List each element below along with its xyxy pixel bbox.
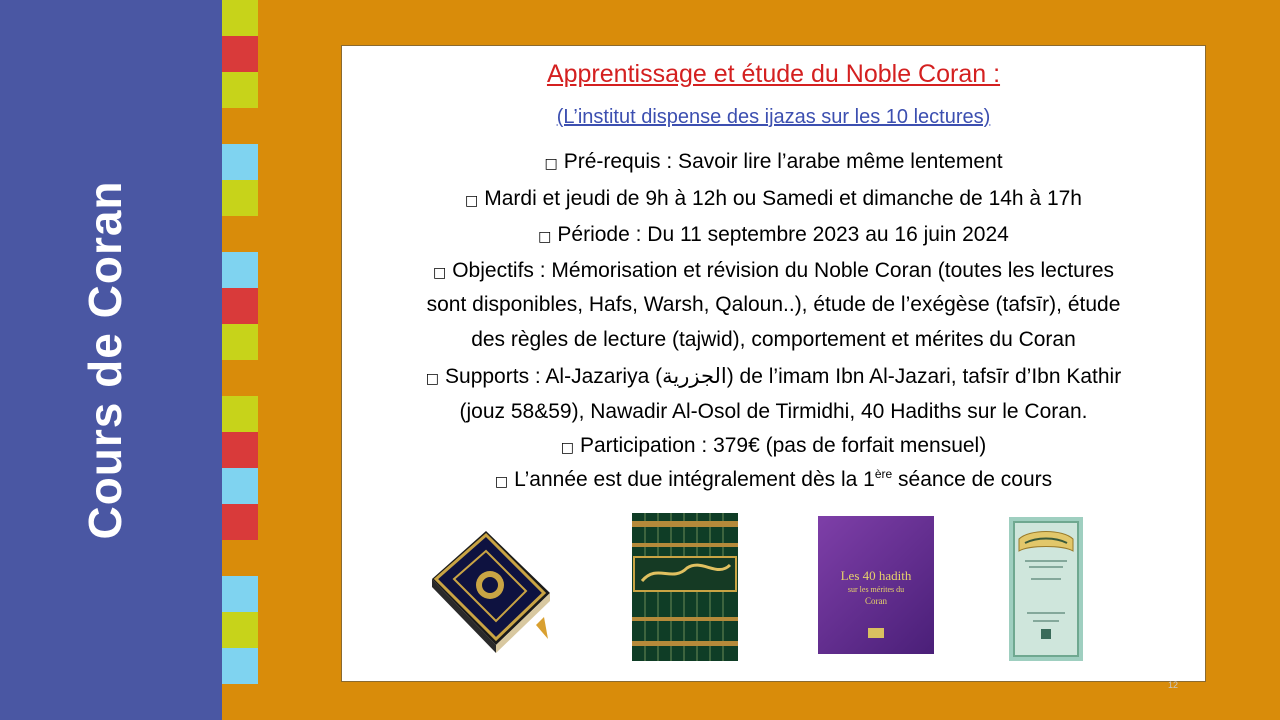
stripe-square bbox=[222, 324, 258, 360]
info-line-annee bbox=[342, 467, 1205, 492]
stripe-square bbox=[222, 72, 258, 108]
checkbox-icon: □ bbox=[538, 229, 552, 245]
stripe-square bbox=[222, 0, 258, 36]
info-line-horaires bbox=[342, 187, 1205, 211]
sidebar-title: Cours de Coran bbox=[79, 180, 131, 540]
info-text: Participation : 379€ (pas de forfait mensuel) bbox=[580, 434, 987, 457]
info-line-supports-cont: (jouz 58&59), Nawadir Al-Osol de Tirmidhi, 40 Hadiths sur le Coran. bbox=[459, 400, 1088, 423]
tafsir-volumes-image bbox=[632, 513, 738, 661]
publisher-logo-icon bbox=[868, 628, 884, 638]
info-text: Pré-requis : Savoir lire l’arabe même lentement bbox=[563, 150, 1003, 173]
info-text: séance de cours bbox=[892, 468, 1053, 491]
checkbox-icon: □ bbox=[544, 156, 558, 172]
stripe-square bbox=[222, 576, 258, 612]
checkbox-icon: □ bbox=[465, 193, 479, 209]
stripe-square bbox=[222, 288, 258, 324]
color-stripe bbox=[222, 0, 258, 720]
card-subtitle: (L’institut dispense des ijazas sur les 10 lectures) bbox=[556, 106, 991, 128]
quran-book-image bbox=[424, 521, 554, 656]
info-line-objectifs-cont: sont disponibles, Hafs, Warsh, Qaloun..), étude de l’exégèse (tafsīr), étude bbox=[426, 293, 1121, 316]
checkbox-icon: □ bbox=[425, 371, 440, 387]
stripe-square bbox=[222, 468, 258, 504]
info-line-prerequis bbox=[342, 150, 1205, 174]
info-line-objectifs bbox=[342, 259, 1205, 283]
info-line-supports bbox=[342, 364, 1205, 389]
info-text: L’année est due intégralement dès la 1 bbox=[514, 468, 875, 491]
checkbox-icon: □ bbox=[560, 440, 574, 456]
checkbox-icon: □ bbox=[494, 474, 509, 490]
info-line-objectifs-cont: des règles de lecture (tajwid), comportement et mérites du Coran bbox=[471, 328, 1076, 351]
content-card bbox=[341, 45, 1206, 682]
checkbox-icon: □ bbox=[432, 265, 447, 281]
book-cover-subtitle: sur les mérites du bbox=[847, 585, 905, 594]
stripe-square bbox=[222, 396, 258, 432]
stripe-square bbox=[222, 144, 258, 180]
book-cover-title: Les 40 hadith bbox=[840, 568, 912, 583]
stripe-square bbox=[222, 252, 258, 288]
info-line-periode bbox=[342, 223, 1205, 247]
stripe-square bbox=[222, 180, 258, 216]
stripe-square bbox=[222, 612, 258, 648]
info-text: Objectifs : Mémorisation et révision du Noble Coran (toutes les lectures bbox=[452, 259, 1115, 282]
hadith-book-image bbox=[818, 516, 934, 654]
book-cover-subtitle: Coran bbox=[865, 596, 887, 606]
stripe-square bbox=[222, 504, 258, 540]
jazariya-book-image bbox=[1009, 517, 1083, 661]
info-line-participation bbox=[342, 434, 1205, 458]
card-title: Apprentissage et étude du Noble Coran : bbox=[546, 60, 1001, 88]
stripe-square bbox=[222, 36, 258, 72]
info-text: Période : Du 11 septembre 2023 au 16 juin 2024 bbox=[557, 223, 1009, 246]
sidebar bbox=[0, 0, 222, 720]
stripe-square bbox=[222, 432, 258, 468]
superscript: ère bbox=[874, 467, 893, 481]
stripe-square bbox=[222, 648, 258, 684]
info-text: Supports : Al-Jazariya (الجزرية) de l’imam Ibn Al-Jazari, tafsīr d’Ibn Kathir bbox=[445, 365, 1122, 388]
info-text: Mardi et jeudi de 9h à 12h ou Samedi et dimanche de 14h à 17h bbox=[484, 187, 1082, 210]
page-number: 12 bbox=[1168, 680, 1179, 690]
